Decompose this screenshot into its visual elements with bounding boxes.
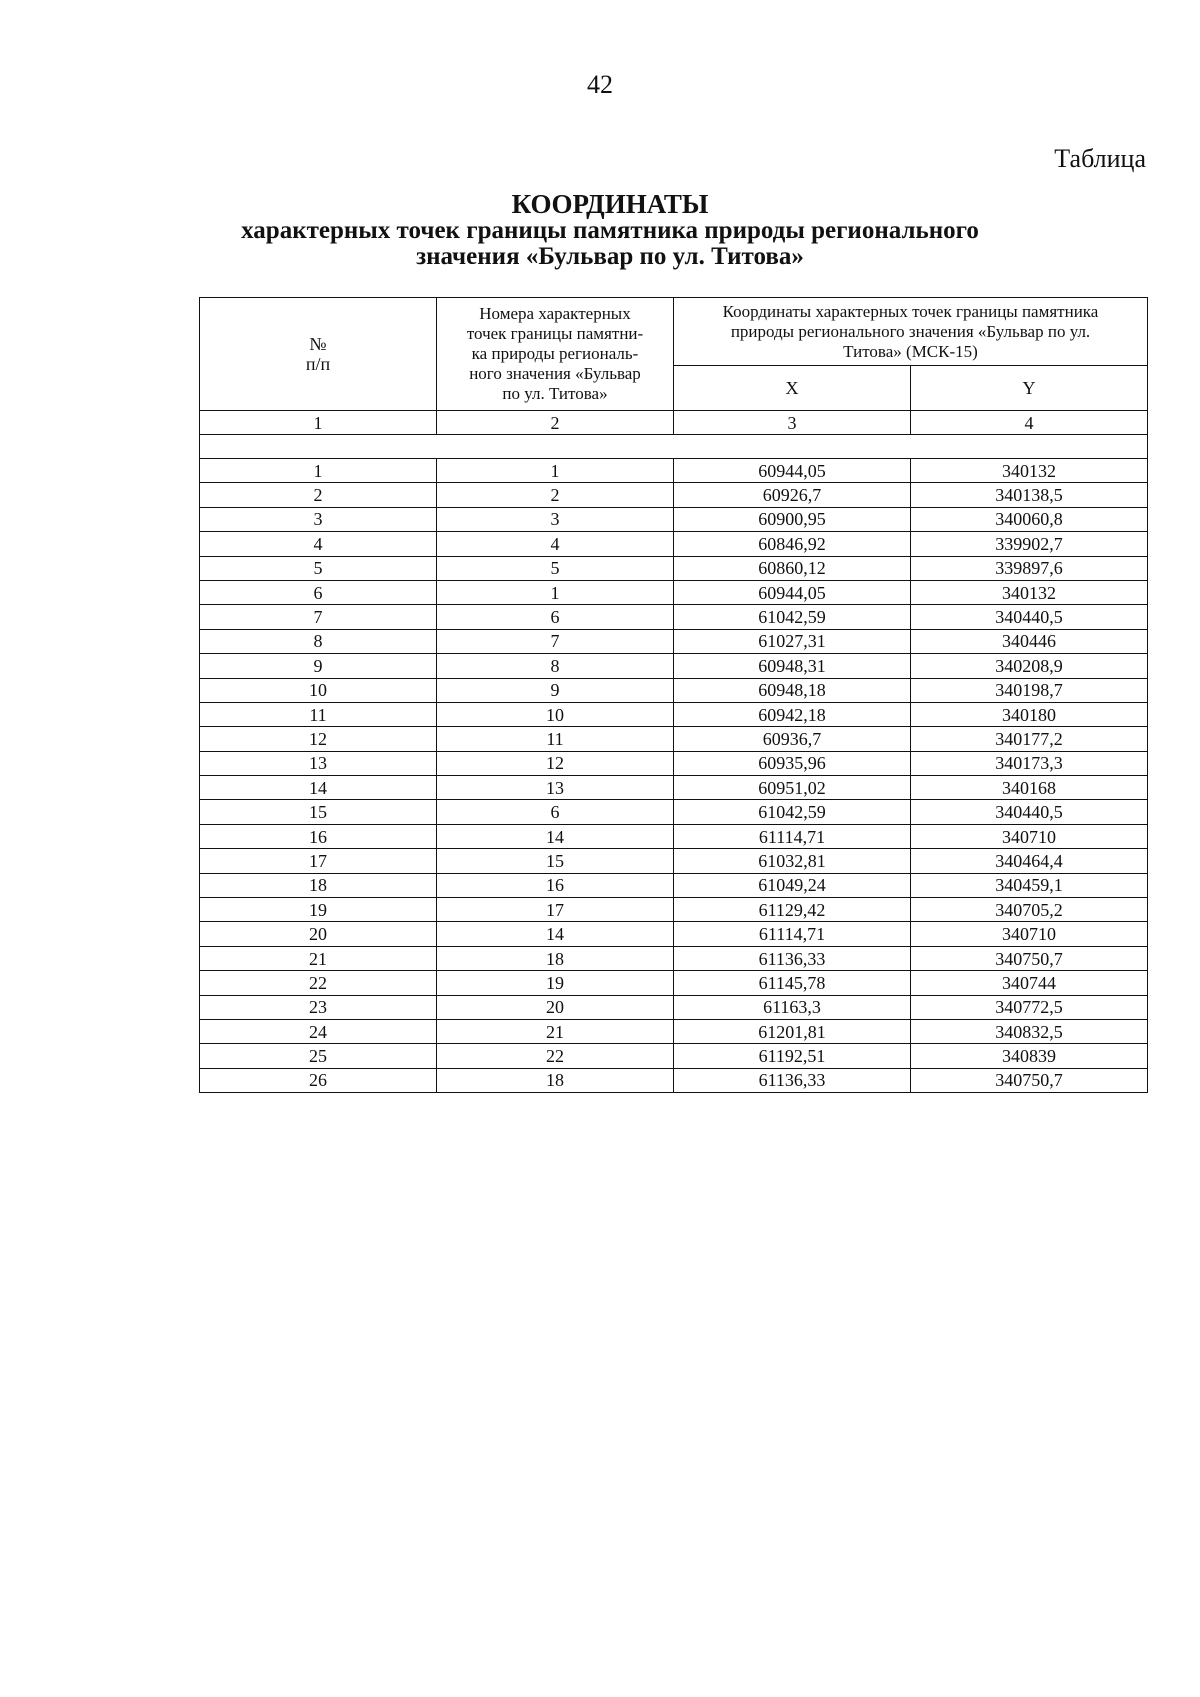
cell-y: 340168: [911, 776, 1148, 800]
table-row: [200, 556, 1148, 580]
cell-y: 340173,3: [911, 751, 1148, 775]
cell-y: 340459,1: [911, 873, 1148, 897]
table-row: [200, 824, 1148, 848]
cell-row-number: 2: [200, 483, 437, 507]
column-index: 1: [200, 411, 437, 435]
header-points-line: Номера характерных: [479, 304, 631, 323]
cell-x: 61136,33: [674, 946, 911, 970]
cell-y: 340710: [911, 922, 1148, 946]
cell-point-number: 10: [437, 702, 674, 726]
cell-y: 340750,7: [911, 1068, 1148, 1092]
cell-row-number: 9: [200, 654, 437, 678]
table-row: [200, 971, 1148, 995]
cell-y: 340839: [911, 1044, 1148, 1068]
table-row: [200, 1068, 1148, 1092]
cell-y: 340772,5: [911, 995, 1148, 1019]
cell-point-number: 4: [437, 532, 674, 556]
cell-row-number: 1: [200, 459, 437, 483]
table-row: [200, 605, 1148, 629]
cell-point-number: 8: [437, 654, 674, 678]
header-coords-line: Координаты характерных точек границы памятника: [722, 301, 1099, 321]
cell-row-number: 24: [200, 1019, 437, 1043]
cell-x: 61129,42: [674, 898, 911, 922]
cell-y: 340177,2: [911, 727, 1148, 751]
table-row: [200, 532, 1148, 556]
title-line-1: характерных точек границы памятника природы регионального: [241, 217, 979, 244]
header-points-line: точек границы памятни-: [466, 324, 644, 343]
cell-y: 340744: [911, 971, 1148, 995]
table-row: [200, 1044, 1148, 1068]
cell-y: 340832,5: [911, 1019, 1148, 1043]
cell-x: 60935,96: [674, 751, 911, 775]
cell-point-number: 17: [437, 898, 674, 922]
cell-x: 61114,71: [674, 824, 911, 848]
cell-row-number: 26: [200, 1068, 437, 1092]
cell-point-number: 15: [437, 849, 674, 873]
cell-x: 60948,18: [674, 678, 911, 702]
cell-y: 340710: [911, 824, 1148, 848]
cell-x: 61201,81: [674, 1019, 911, 1043]
page-number: 42: [587, 70, 613, 99]
column-index: 2: [437, 411, 674, 435]
cell-row-number: 6: [200, 580, 437, 604]
cell-row-number: 18: [200, 873, 437, 897]
cell-row-number: 22: [200, 971, 437, 995]
document-title: [160, 190, 1060, 270]
cell-point-number: 20: [437, 995, 674, 1019]
cell-point-number: 9: [437, 678, 674, 702]
column-index: 4: [911, 411, 1148, 435]
cell-x: 60944,05: [674, 580, 911, 604]
cell-point-number: 2: [437, 483, 674, 507]
cell-x: 61163,3: [674, 995, 911, 1019]
cell-x: 60846,92: [674, 532, 911, 556]
cell-y: 340198,7: [911, 678, 1148, 702]
cell-y: 340705,2: [911, 898, 1148, 922]
title-main: КООРДИНАТЫ: [511, 189, 709, 219]
cell-x: 60942,18: [674, 702, 911, 726]
cell-point-number: 12: [437, 751, 674, 775]
title-line-2: значения «Бульвар по ул. Титова»: [416, 243, 804, 270]
table-row: [200, 727, 1148, 751]
cell-x: 60948,31: [674, 654, 911, 678]
cell-y: 339897,6: [911, 556, 1148, 580]
cell-point-number: 7: [437, 629, 674, 653]
cell-y: 340208,9: [911, 654, 1148, 678]
cell-point-number: 6: [437, 800, 674, 824]
cell-point-number: 1: [437, 580, 674, 604]
cell-point-number: 21: [437, 1019, 674, 1043]
cell-point-number: 18: [437, 946, 674, 970]
cell-point-number: 16: [437, 873, 674, 897]
header-point-numbers: [437, 298, 674, 411]
cell-y: 340060,8: [911, 507, 1148, 531]
cell-point-number: 18: [437, 1068, 674, 1092]
cell-point-number: 14: [437, 824, 674, 848]
cell-y: 340132: [911, 580, 1148, 604]
cell-x: 61136,33: [674, 1068, 911, 1092]
cell-point-number: 5: [437, 556, 674, 580]
cell-row-number: 23: [200, 995, 437, 1019]
table-row: [200, 946, 1148, 970]
header-num-symbol: №: [309, 334, 327, 354]
cell-x: 61032,81: [674, 849, 911, 873]
table-row: [200, 995, 1148, 1019]
header-points-line: ного значения «Бульвар: [469, 364, 641, 383]
cell-row-number: 14: [200, 776, 437, 800]
table-row: [200, 483, 1148, 507]
cell-x: 61027,31: [674, 629, 911, 653]
cell-row-number: 4: [200, 532, 437, 556]
cell-row-number: 3: [200, 507, 437, 531]
cell-row-number: 12: [200, 727, 437, 751]
table-body: [200, 435, 1148, 1093]
cell-x: 60926,7: [674, 483, 911, 507]
cell-y: 340138,5: [911, 483, 1148, 507]
table-row: [200, 873, 1148, 897]
cell-row-number: 20: [200, 922, 437, 946]
cell-x: 61042,59: [674, 800, 911, 824]
header-x: X: [674, 366, 911, 411]
cell-y: 340750,7: [911, 946, 1148, 970]
cell-point-number: 14: [437, 922, 674, 946]
cell-x: 61049,24: [674, 873, 911, 897]
header-y: Y: [911, 366, 1148, 411]
cell-row-number: 10: [200, 678, 437, 702]
cell-y: 340464,4: [911, 849, 1148, 873]
table-row: [200, 849, 1148, 873]
header-points-line: ка природы региональ-: [471, 344, 639, 363]
cell-x: 61042,59: [674, 605, 911, 629]
cell-row-number: 8: [200, 629, 437, 653]
cell-point-number: 11: [437, 727, 674, 751]
cell-point-number: 1: [437, 459, 674, 483]
cell-y: 340440,5: [911, 800, 1148, 824]
table-row: [200, 776, 1148, 800]
cell-x: 60951,02: [674, 776, 911, 800]
cell-y: 340180: [911, 702, 1148, 726]
cell-row-number: 13: [200, 751, 437, 775]
cell-row-number: 5: [200, 556, 437, 580]
table-row: [200, 507, 1148, 531]
cell-point-number: 22: [437, 1044, 674, 1068]
cell-y: 340446: [911, 629, 1148, 653]
table-row: [200, 800, 1148, 824]
cell-row-number: 11: [200, 702, 437, 726]
coordinates-table: [199, 297, 1148, 1093]
table-row: [200, 922, 1148, 946]
cell-row-number: 16: [200, 824, 437, 848]
header-row-number: [200, 298, 437, 411]
cell-point-number: 6: [437, 605, 674, 629]
cell-point-number: 3: [437, 507, 674, 531]
table-row: [200, 580, 1148, 604]
table-row: [200, 459, 1148, 483]
cell-x: 61192,51: [674, 1044, 911, 1068]
table-row: [200, 702, 1148, 726]
header-coords-line: природы регионального значения «Бульвар по ул.: [730, 321, 1091, 341]
table-row: [200, 1019, 1148, 1043]
blank-row: [200, 435, 1148, 459]
column-index: 3: [674, 411, 911, 435]
cell-point-number: 19: [437, 971, 674, 995]
cell-x: 61114,71: [674, 922, 911, 946]
header-coordinates: [674, 298, 1148, 366]
cell-x: 60860,12: [674, 556, 911, 580]
cell-row-number: 15: [200, 800, 437, 824]
cell-x: 60900,95: [674, 507, 911, 531]
cell-y: 339902,7: [911, 532, 1148, 556]
cell-row-number: 25: [200, 1044, 437, 1068]
cell-row-number: 21: [200, 946, 437, 970]
header-coords-line: Титова» (МСК-15): [843, 341, 978, 361]
cell-row-number: 7: [200, 605, 437, 629]
table-row: [200, 654, 1148, 678]
header-points-line: по ул. Титова»: [502, 384, 608, 403]
cell-row-number: 17: [200, 849, 437, 873]
cell-y: 340132: [911, 459, 1148, 483]
cell-row-number: 19: [200, 898, 437, 922]
cell-x: 60936,7: [674, 727, 911, 751]
cell-point-number: 13: [437, 776, 674, 800]
cell-y: 340440,5: [911, 605, 1148, 629]
table-row: [200, 898, 1148, 922]
table-row: [200, 678, 1148, 702]
header-num-pp: п/п: [305, 354, 331, 374]
cell-x: 60944,05: [674, 459, 911, 483]
table-label: Таблица: [1054, 144, 1146, 173]
cell-x: 61145,78: [674, 971, 911, 995]
blank-cell: [200, 435, 1148, 459]
table-row: [200, 751, 1148, 775]
table-row: [200, 629, 1148, 653]
